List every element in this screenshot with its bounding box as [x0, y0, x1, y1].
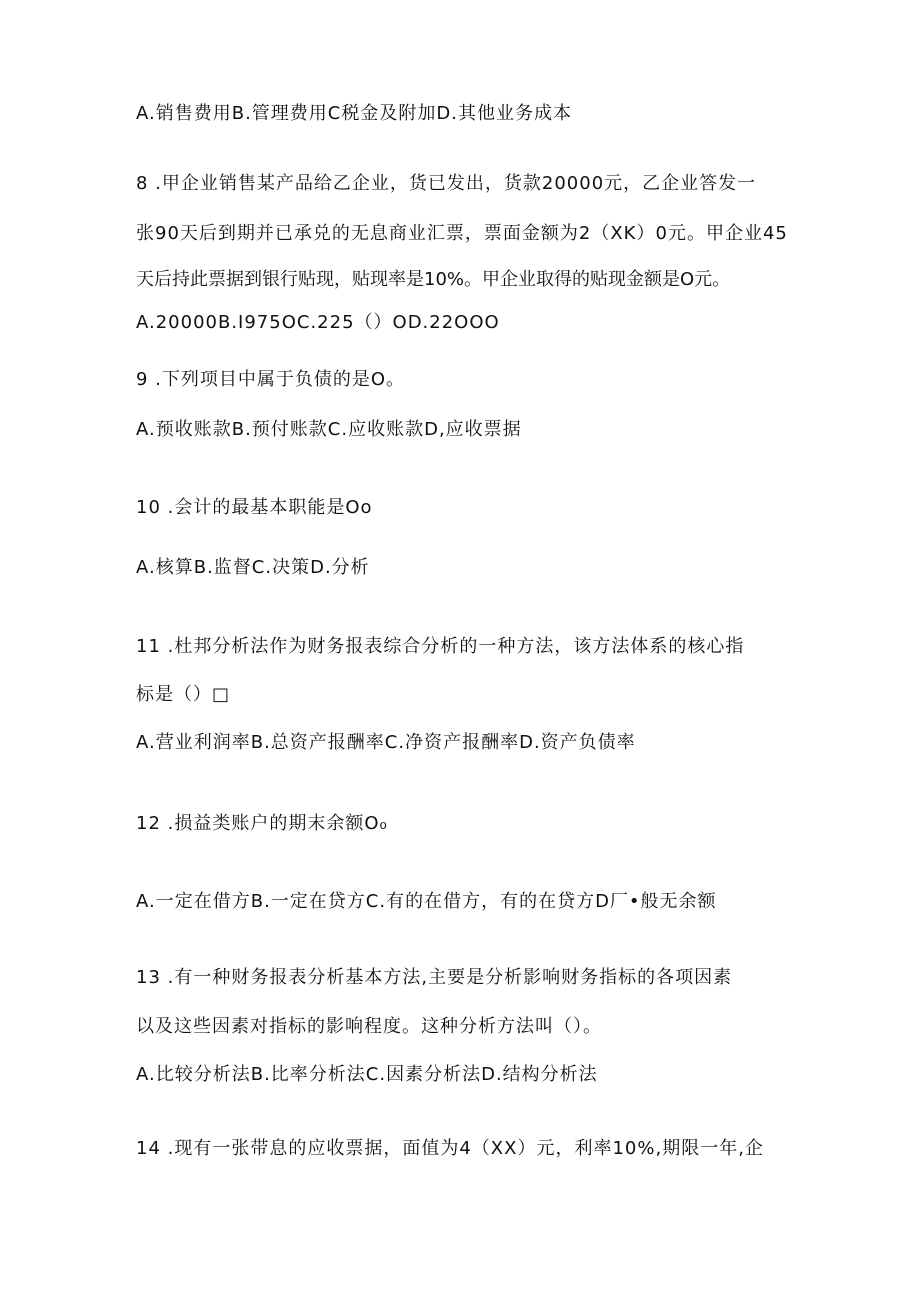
question-13-text-line-1: 13 .有一种财务报表分析基本方法,主要是分析影响财务指标的各项因素	[136, 967, 733, 988]
question-11-text-line-1: 11 .杜邦分析法作为财务报表综合分析的一种方法，该方法体系的核心指	[136, 636, 745, 657]
question-8-options: A.20000B.I975OC.225（）OD.22OOO	[136, 312, 500, 333]
question-9-options: A.预收账款B.预付账款C.应收账款D,应收票据	[136, 419, 522, 440]
question-9-text: 9 .下列项目中属于负债的是O。	[136, 369, 406, 390]
question-10-options: A.核算B.监督C.决策D.分析	[136, 557, 370, 578]
question-14-text-line-1: 14 .现有一张带息的应收票据，面值为4（XX）元，利率10%,期限一年,企	[136, 1138, 764, 1159]
question-10-text: 10 .会计的最基本职能是Oo	[136, 497, 373, 518]
question-13-text-line-2: 以及这些因素对指标的影响程度。这种分析方法叫（）。	[136, 1016, 602, 1037]
question-12-text: 12 .损益类账户的期末余额O₀	[136, 813, 388, 834]
question-8-text-line-3: 天后持此票据到银行贴现，贴现率是10%。甲企业取得的贴现金额是O元。	[136, 269, 731, 290]
question-8-text-line-2: 张90天后到期并已承兑的无息商业汇票，票面金额为2（XK）0元。甲企业45	[136, 223, 788, 244]
question-12-options: A.一定在借方B.一定在贷方C.有的在借方，有的在贷方D厂•般无余额	[136, 891, 717, 912]
question-8-text-line-1: 8 .甲企业销售某产品给乙企业，货已发出，货款20000元，乙企业答发一	[136, 173, 757, 194]
question-11-options: A.营业利润率B.总资产报酬率C.净资产报酬率D.资产负债率	[136, 732, 636, 753]
question-7-options: A.销售费用B.管理费用C税金及附加D.其他业务成本	[136, 103, 572, 124]
question-11-text-line-2: 标是（）□	[136, 684, 231, 705]
question-13-options: A.比较分析法B.比率分析法C.因素分析法D.结构分析法	[136, 1064, 598, 1085]
